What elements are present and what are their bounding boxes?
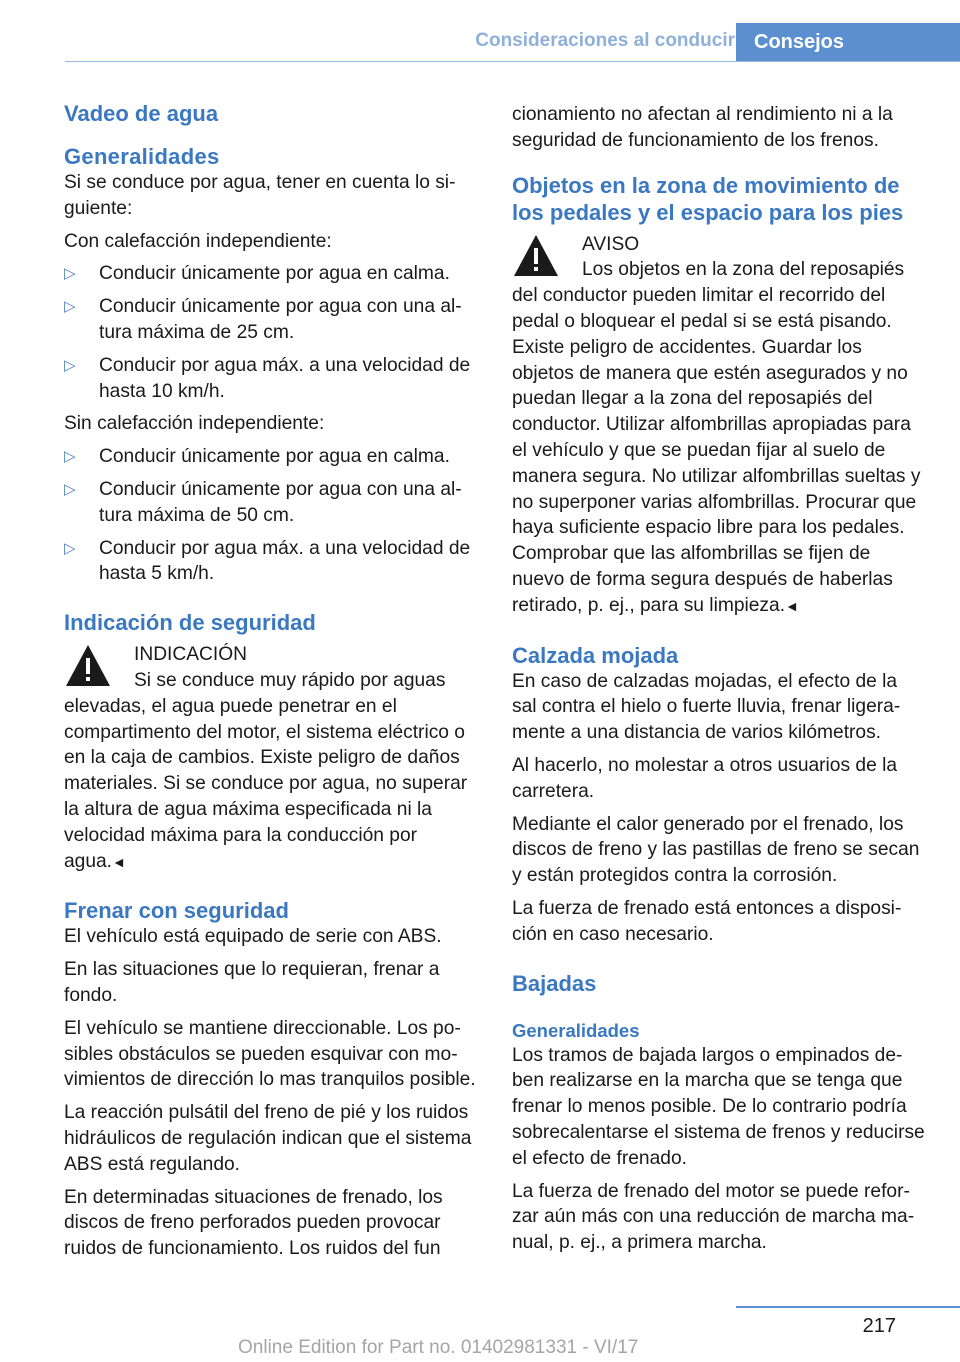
warning-block: [512, 232, 926, 620]
footer-edition: Online Edition for Part no. 01402981331 - VI/17: [238, 1337, 639, 1358]
paragraph-brake-2: En las situaciones que lo requieran, frenar a fondo.: [64, 959, 440, 1006]
list-with-heater: [64, 261, 480, 404]
paragraph-without-heater: Sin calefacción independiente:: [64, 413, 325, 435]
triangle-bullet-icon: ▷: [64, 539, 76, 557]
header-rule: [65, 61, 960, 62]
paragraph-continued: cionamiento no afectan al rendimiento ni a la seguridad de funcionamiento de los frenos.: [512, 104, 893, 151]
warning-text: Los objetos en la zona del reposapiés del conductor pueden limitar el recorrido del pedal o bloquear el pedal si se está pisando. Existe peligro de accidentes. Guardar los objetos de manera que estén asegurados y no puedan llegar a la zona del reposapiés del conductor. Utilizar alfombrillas apropiadas para el vehículo y que se puedan fijar al suelo de manera segura. No utilizar alfombrillas sueltas y no superponer varias alfombrillas. Procurar que haya suficiente espacio libre para los pedales. Comprobar que las alfombrillas se fijen de nuevo de forma segura después de haberlas retirado, p. ej., para su limpieza.: [512, 259, 921, 616]
paragraph-intro: Si se conduce por agua, tener en cuenta lo siguiente:: [64, 172, 456, 219]
list-item: ▷ Conducir por agua máx. a una velocidad de hasta 5 km/h.: [64, 537, 471, 585]
paragraph-wet-4: La fuerza de frenado está entonces a disposición en caso necesario.: [512, 897, 902, 945]
triangle-bullet-icon: ▷: [64, 480, 76, 498]
paragraph-wet-3: Mediante el calor generado por el frenado, los discos de freno y las pastillas de freno se secan y están protegidos contra la corrosión.: [512, 813, 920, 887]
page-number: 217: [862, 1315, 896, 1337]
paragraph-brake-5: En determinadas situaciones de frenado, los discos de freno perforados pueden provocar ruidos de funcionamiento. Los ruidos del fun: [64, 1186, 443, 1260]
paragraph-wet-1: En caso de calzadas mojadas, el efecto de la sal contra el hielo o fuerte lluvia, frenar ligeramente a una distancia de varios kilómetros.: [512, 670, 901, 744]
heading-safety-note: Indicación de seguridad: [64, 610, 316, 636]
header-chapter-tab: Consejos: [736, 23, 960, 62]
end-mark-icon: ◄: [785, 597, 799, 614]
list-item: ▷ Conducir únicamente por agua en calma.: [64, 444, 480, 470]
triangle-bullet-icon: ▷: [64, 356, 76, 374]
warning-triangle-icon: [64, 642, 112, 688]
paragraph-wet-2: Al hacerlo, no molestar a otros usuarios de la carretera.: [512, 754, 898, 802]
list-without-heater: [64, 444, 480, 587]
list-item: ▷ Conducir únicamente por agua en calma.: [64, 261, 480, 287]
heading-pedal-objects: Objetos en la zona de movimiento de los pedales y el espacio para los pies: [512, 172, 904, 225]
header-section-title: Consideraciones al conducir: [475, 30, 735, 51]
paragraph-descents-1: Los tramos de bajada largos o empinados deben realizarse en la marcha que se tenga que frenar lo menos posible. De lo contrario podría sobrecalentarse el sistema de frenos y reducirse el efecto de frenado.: [512, 1044, 925, 1169]
paragraph-brake-4: La reacción pulsátil del freno de pié y los ruidos hidráulicos de regulación indican que el sistema ABS está regulando.: [64, 1102, 472, 1175]
triangle-bullet-icon: ▷: [64, 298, 76, 316]
heading-wet-road: Calzada mojada: [512, 642, 679, 668]
list-item: ▷ Conducir únicamente por agua con una altura máxima de 50 cm.: [64, 478, 462, 526]
note-title: INDICACIÓN: [134, 644, 247, 666]
paragraph-brake-3: El vehículo se mantiene direccionable. Los posibles obstáculos se pueden esquivar con movimientos de dirección lo mas tranquilos posible.: [64, 1017, 476, 1091]
heading-water-wading: Vadeo de agua: [64, 101, 219, 126]
heading-descents-generalities: Generalidades: [512, 1019, 640, 1041]
heading-descents: Bajadas: [512, 970, 597, 996]
safety-note-block: [64, 642, 480, 875]
paragraph-brake-1: El vehículo está equipado de serie con ABS.: [64, 926, 442, 948]
heading-generalities: Generalidades: [64, 144, 220, 169]
left-column: [64, 96, 480, 1269]
footer-rule: [736, 1306, 960, 1308]
warning-triangle-icon: [512, 232, 560, 278]
warning-title: AVISO: [582, 233, 640, 255]
triangle-bullet-icon: ▷: [64, 265, 76, 283]
list-item: ▷ Conducir únicamente por agua con una altura máxima de 25 cm.: [64, 296, 462, 343]
list-item: ▷ Conducir por agua máx. a una velocidad de hasta 10 km/h.: [64, 354, 471, 402]
note-text: Si se conduce muy rápido por aguas elevadas, el agua puede penetrar en el compartimento del motor, el sistema eléctrico o en la caja de cambios. Existe peligro de daños materiales. Si se conduce por agua, no superar la altura de agua máxima especificada ni la velocidad máxima para la conducción por agua.: [64, 669, 468, 872]
paragraph-with-heater: Con calefacción independiente:: [64, 230, 332, 252]
paragraph-descents-2: La fuerza de frenado del motor se puede reforzar aún más con una reducción de marcha manual, p. ej., a primera marcha.: [512, 1180, 915, 1254]
heading-brake-safely: Frenar con seguridad: [64, 898, 289, 924]
right-column: [512, 102, 926, 1263]
triangle-bullet-icon: ▷: [64, 448, 76, 466]
end-mark-icon: ◄: [112, 853, 126, 870]
